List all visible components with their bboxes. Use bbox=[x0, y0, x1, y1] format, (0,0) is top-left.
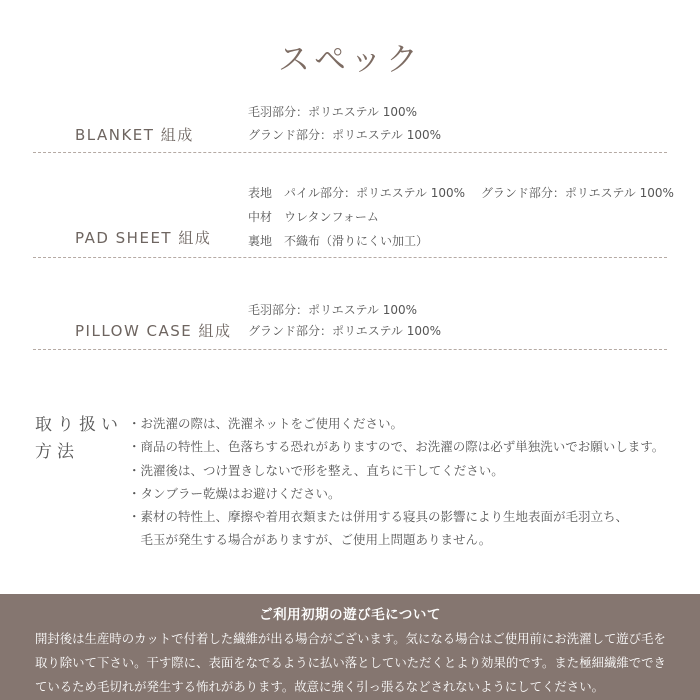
spec-label: PAD SHEET 組成 bbox=[75, 229, 212, 247]
spec-label: BLANKET 組成 bbox=[75, 126, 194, 144]
care-item: 毛玉が発生する場合がありますが、ご使用上問題ありません。 bbox=[128, 532, 492, 548]
notice-body: 開封後は生産時のカットで付着した繊維が出る場合がございます。気になる場合はご使用前にお洗濯して遊び毛を取り除いて下さい。干す際に、表面をなでるように払い落としていただくとより効果的です。また極細繊維でできているため毛切れが発生する怖れがあります。故意に強く引っ張るなどされないようにしてください。 bbox=[35, 631, 666, 694]
care-label bbox=[35, 412, 123, 466]
care-item: ・商品の特性上、色落ちする恐れがありますので、お洗濯の際は必ず単独洗いでお願いします。 bbox=[128, 439, 665, 455]
care-item: ・洗濯後は、つけ置きしないで形を整え、直ちに干してください。 bbox=[128, 462, 504, 478]
spec-pad-sheet bbox=[33, 153, 674, 258]
spec-line: 毛羽部分：ポリエステル 100% bbox=[248, 303, 418, 317]
spec-line: 毛羽部分：ポリエステル 100% bbox=[248, 105, 418, 119]
spec-line: 裏地 不織布（滑りにくい加工） bbox=[248, 234, 429, 248]
spec-line: グランド部分：ポリエステル 100% bbox=[248, 324, 442, 338]
care-item: ・素材の特性上、摩擦や着用衣類または併用する寝具の影響により生地表面が毛羽立ち、 bbox=[128, 509, 629, 525]
spec-line: 表地 パイル部分：ポリエステル 100% グランド部分：ポリエステル 100% bbox=[248, 186, 674, 200]
spec-lines bbox=[248, 101, 441, 147]
care-item: ・タンブラー乾燥はお避けください。 bbox=[128, 485, 341, 501]
spec-pillow-case bbox=[33, 258, 667, 350]
care-label-line: 方法 bbox=[35, 442, 79, 462]
notice-banner bbox=[0, 594, 700, 700]
page-title: スペック bbox=[277, 40, 422, 78]
spec-blanket bbox=[33, 100, 667, 153]
spec-line: 中材 ウレタンフォーム bbox=[248, 210, 379, 224]
notice-title: ご利用初期の遊び毛について bbox=[259, 607, 441, 623]
spec-line: グランド部分：ポリエステル 100% bbox=[248, 128, 442, 142]
care-list bbox=[128, 412, 664, 552]
spec-label: PILLOW CASE 組成 bbox=[75, 322, 232, 340]
spec-lines bbox=[248, 300, 441, 342]
care-label-line: 取り扱い bbox=[35, 415, 123, 435]
spec-lines bbox=[248, 181, 674, 253]
care-item: ・お洗濯の際は、洗濯ネットをご使用ください。 bbox=[128, 416, 404, 431]
